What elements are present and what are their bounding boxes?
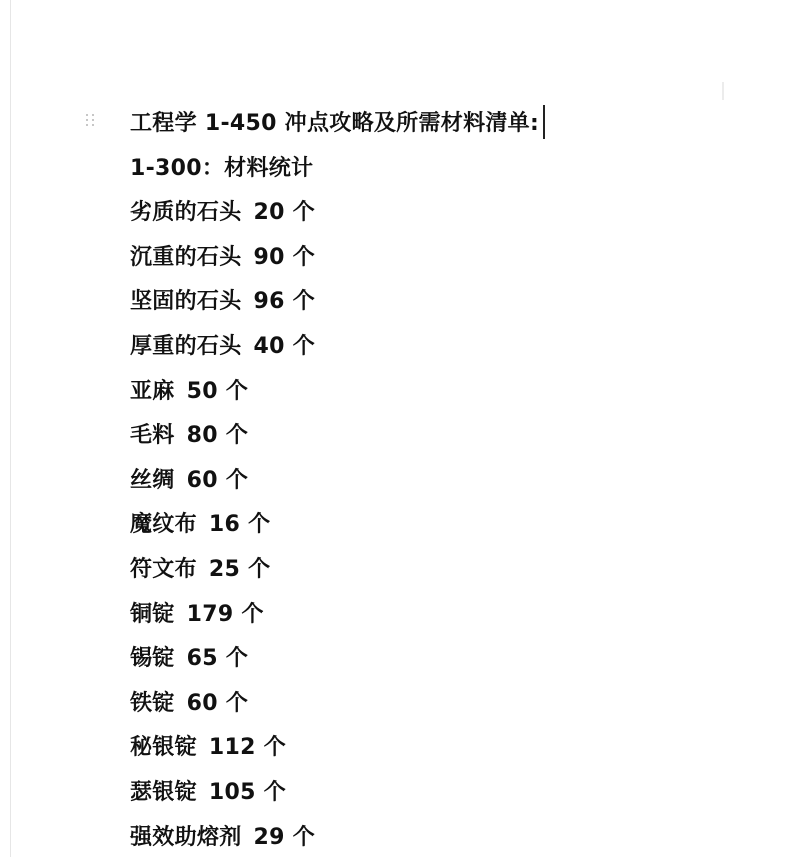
material-item[interactable] bbox=[130, 593, 770, 638]
material-unit: 个 bbox=[293, 289, 315, 314]
material-unit: 个 bbox=[264, 735, 286, 760]
material-unit: 个 bbox=[293, 245, 315, 270]
material-item[interactable] bbox=[130, 370, 770, 415]
doc-title-line[interactable] bbox=[130, 102, 770, 147]
material-name: 铜锭 bbox=[130, 602, 175, 627]
material-unit: 个 bbox=[226, 379, 248, 404]
material-name: 锡锭 bbox=[130, 646, 175, 671]
material-quantity: 90 bbox=[254, 245, 285, 270]
material-unit: 个 bbox=[226, 423, 248, 448]
material-unit: 个 bbox=[264, 780, 286, 805]
material-unit: 个 bbox=[226, 691, 248, 716]
material-item[interactable] bbox=[130, 503, 770, 548]
material-quantity: 40 bbox=[254, 334, 285, 359]
material-unit: 个 bbox=[241, 602, 263, 627]
material-quantity: 29 bbox=[254, 825, 285, 850]
material-name: 丝绸 bbox=[130, 468, 175, 493]
drag-handle-icon[interactable] bbox=[86, 114, 96, 128]
material-quantity: 16 bbox=[209, 512, 240, 537]
material-list bbox=[130, 191, 770, 860]
scroll-marker bbox=[722, 82, 724, 100]
material-item[interactable] bbox=[130, 548, 770, 593]
material-item[interactable] bbox=[130, 191, 770, 236]
material-item[interactable] bbox=[130, 325, 770, 370]
material-item[interactable] bbox=[130, 414, 770, 459]
material-name: 坚固的石头 bbox=[130, 289, 242, 314]
material-item[interactable] bbox=[130, 771, 770, 816]
material-item[interactable] bbox=[130, 280, 770, 325]
material-quantity: 105 bbox=[209, 780, 256, 805]
material-item[interactable] bbox=[130, 236, 770, 281]
material-unit: 个 bbox=[248, 512, 270, 537]
material-name: 符文布 bbox=[130, 557, 197, 582]
material-quantity: 80 bbox=[187, 423, 218, 448]
material-item[interactable] bbox=[130, 726, 770, 771]
doc-title: 工程学 1-450 冲点攻略及所需材料清单: bbox=[130, 111, 539, 136]
material-unit: 个 bbox=[226, 468, 248, 493]
page-left-border bbox=[10, 0, 11, 857]
material-name: 亚麻 bbox=[130, 379, 175, 404]
material-name: 铁锭 bbox=[130, 691, 175, 716]
material-unit: 个 bbox=[226, 646, 248, 671]
material-quantity: 50 bbox=[187, 379, 218, 404]
material-quantity: 179 bbox=[187, 602, 234, 627]
material-name: 沉重的石头 bbox=[130, 245, 242, 270]
section-heading-line[interactable] bbox=[130, 147, 770, 192]
material-unit: 个 bbox=[293, 334, 315, 359]
material-item[interactable] bbox=[130, 816, 770, 860]
document-body[interactable] bbox=[130, 102, 770, 860]
material-quantity: 60 bbox=[187, 691, 218, 716]
material-unit: 个 bbox=[293, 825, 315, 850]
material-name: 魔纹布 bbox=[130, 512, 197, 537]
material-item[interactable] bbox=[130, 637, 770, 682]
material-name: 瑟银锭 bbox=[130, 780, 197, 805]
material-name: 秘银锭 bbox=[130, 735, 197, 760]
material-quantity: 112 bbox=[209, 735, 256, 760]
material-unit: 个 bbox=[293, 200, 315, 225]
text-cursor bbox=[543, 105, 545, 139]
material-quantity: 20 bbox=[254, 200, 285, 225]
material-name: 劣质的石头 bbox=[130, 200, 242, 225]
material-quantity: 25 bbox=[209, 557, 240, 582]
material-quantity: 96 bbox=[254, 289, 285, 314]
material-quantity: 60 bbox=[187, 468, 218, 493]
material-quantity: 65 bbox=[187, 646, 218, 671]
material-unit: 个 bbox=[248, 557, 270, 582]
material-item[interactable] bbox=[130, 459, 770, 504]
material-name: 厚重的石头 bbox=[130, 334, 242, 359]
section-heading: 1-300：材料统计 bbox=[130, 156, 313, 181]
material-item[interactable] bbox=[130, 682, 770, 727]
material-name: 强效助熔剂 bbox=[130, 825, 242, 850]
material-name: 毛料 bbox=[130, 423, 175, 448]
